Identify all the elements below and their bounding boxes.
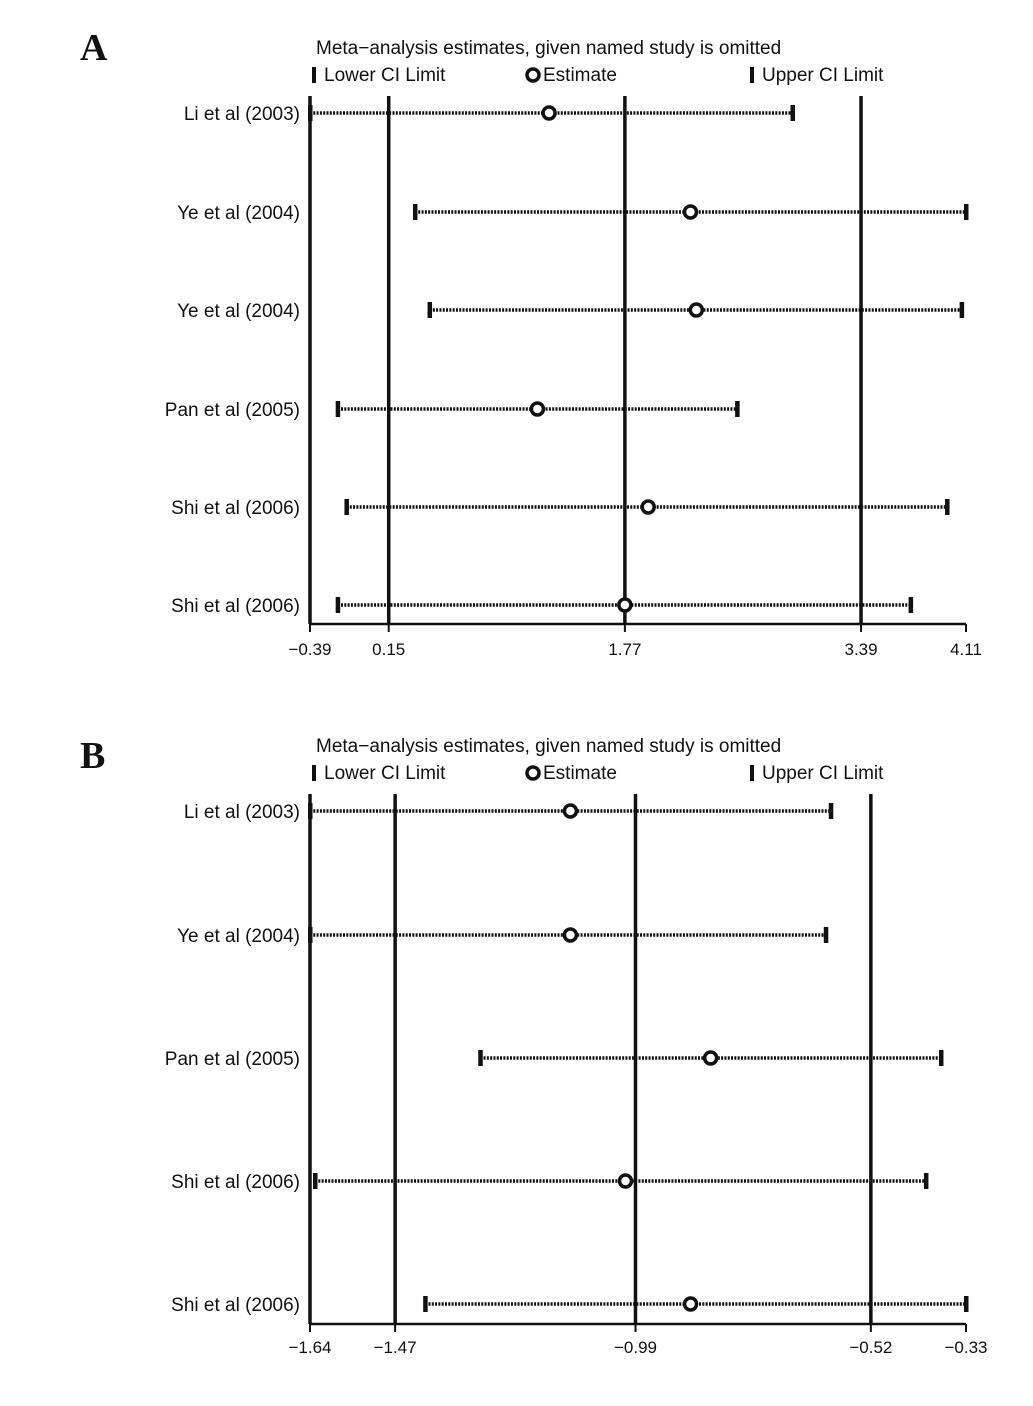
lower-ci-legend-marker bbox=[312, 765, 316, 781]
lower-ci-marker bbox=[308, 105, 313, 121]
estimate-point bbox=[685, 1298, 697, 1310]
chart-title: Meta−analysis estimates, given named study is omitted bbox=[316, 736, 782, 757]
upper-ci-legend-marker bbox=[750, 67, 754, 83]
upper-ci-legend-label: Upper CI Limit bbox=[762, 763, 884, 784]
upper-ci-legend-label: Upper CI Limit bbox=[762, 65, 884, 86]
x-tick-label: −1.64 bbox=[288, 1338, 332, 1357]
estimate-legend-label: Estimate bbox=[543, 763, 617, 784]
upper-ci-marker bbox=[964, 1296, 969, 1312]
x-tick-label: 0.15 bbox=[372, 640, 406, 659]
study-label: Shi et al (2006) bbox=[171, 596, 300, 617]
estimate-point bbox=[690, 304, 702, 316]
study-label: Ye et al (2004) bbox=[177, 301, 300, 322]
upper-ci-marker bbox=[829, 803, 834, 819]
upper-ci-marker bbox=[924, 1173, 929, 1189]
study-label: Li et al (2003) bbox=[183, 802, 300, 823]
x-tick-label: −0.33 bbox=[944, 1338, 988, 1357]
lower-ci-marker bbox=[428, 302, 433, 318]
lower-ci-marker bbox=[308, 803, 313, 819]
estimate-point bbox=[642, 501, 654, 513]
upper-ci-marker bbox=[945, 499, 950, 515]
x-tick-label: −0.99 bbox=[613, 1338, 658, 1357]
forest-panel-a bbox=[80, 27, 982, 659]
upper-ci-marker bbox=[735, 401, 740, 417]
forest-panel-b bbox=[80, 735, 988, 1357]
chart-title: Meta−analysis estimates, given named study is omitted bbox=[316, 38, 782, 59]
study-label: Shi et al (2006) bbox=[171, 1172, 300, 1193]
estimate-point bbox=[619, 599, 631, 611]
study-label: Shi et al (2006) bbox=[171, 1295, 300, 1316]
estimate-point bbox=[705, 1052, 717, 1064]
lower-ci-marker bbox=[308, 927, 313, 943]
x-tick-label: −1.47 bbox=[373, 1338, 417, 1357]
estimate-point bbox=[564, 929, 576, 941]
upper-ci-marker bbox=[964, 204, 969, 220]
upper-ci-marker bbox=[960, 302, 965, 318]
lower-ci-legend-label: Lower CI Limit bbox=[324, 65, 446, 86]
estimate-legend-marker bbox=[527, 767, 539, 779]
x-tick-label: 4.11 bbox=[950, 640, 982, 659]
estimate-point bbox=[619, 1175, 631, 1187]
x-tick-label: −0.39 bbox=[288, 640, 332, 659]
estimate-legend-marker bbox=[527, 69, 539, 81]
panel-label: A bbox=[80, 27, 108, 69]
study-label: Pan et al (2005) bbox=[164, 400, 300, 421]
lower-ci-marker bbox=[336, 597, 341, 613]
estimate-legend-label: Estimate bbox=[543, 65, 617, 86]
estimate-point bbox=[543, 107, 555, 119]
x-tick-label: 3.39 bbox=[844, 640, 878, 659]
lower-ci-marker bbox=[423, 1296, 428, 1312]
estimate-point bbox=[531, 403, 543, 415]
x-tick-label: −0.52 bbox=[849, 1338, 893, 1357]
estimate-point bbox=[684, 206, 696, 218]
study-label: Li et al (2003) bbox=[183, 104, 300, 125]
study-label: Ye et al (2004) bbox=[177, 926, 300, 947]
estimate-point bbox=[564, 805, 576, 817]
x-tick-label: 1.77 bbox=[608, 640, 642, 659]
study-label: Ye et al (2004) bbox=[177, 203, 300, 224]
upper-ci-marker bbox=[791, 105, 796, 121]
upper-ci-marker bbox=[939, 1050, 944, 1066]
study-label: Shi et al (2006) bbox=[171, 498, 300, 519]
lower-ci-marker bbox=[413, 204, 418, 220]
study-label: Pan et al (2005) bbox=[164, 1049, 300, 1070]
lower-ci-marker bbox=[313, 1173, 318, 1189]
lower-ci-marker bbox=[478, 1050, 483, 1066]
upper-ci-marker bbox=[824, 927, 829, 943]
lower-ci-marker bbox=[344, 499, 349, 515]
upper-ci-marker bbox=[909, 597, 914, 613]
lower-ci-legend-marker bbox=[312, 67, 316, 83]
lower-ci-legend-label: Lower CI Limit bbox=[324, 763, 446, 784]
upper-ci-legend-marker bbox=[750, 765, 754, 781]
lower-ci-marker bbox=[336, 401, 341, 417]
panel-label: B bbox=[80, 735, 106, 777]
